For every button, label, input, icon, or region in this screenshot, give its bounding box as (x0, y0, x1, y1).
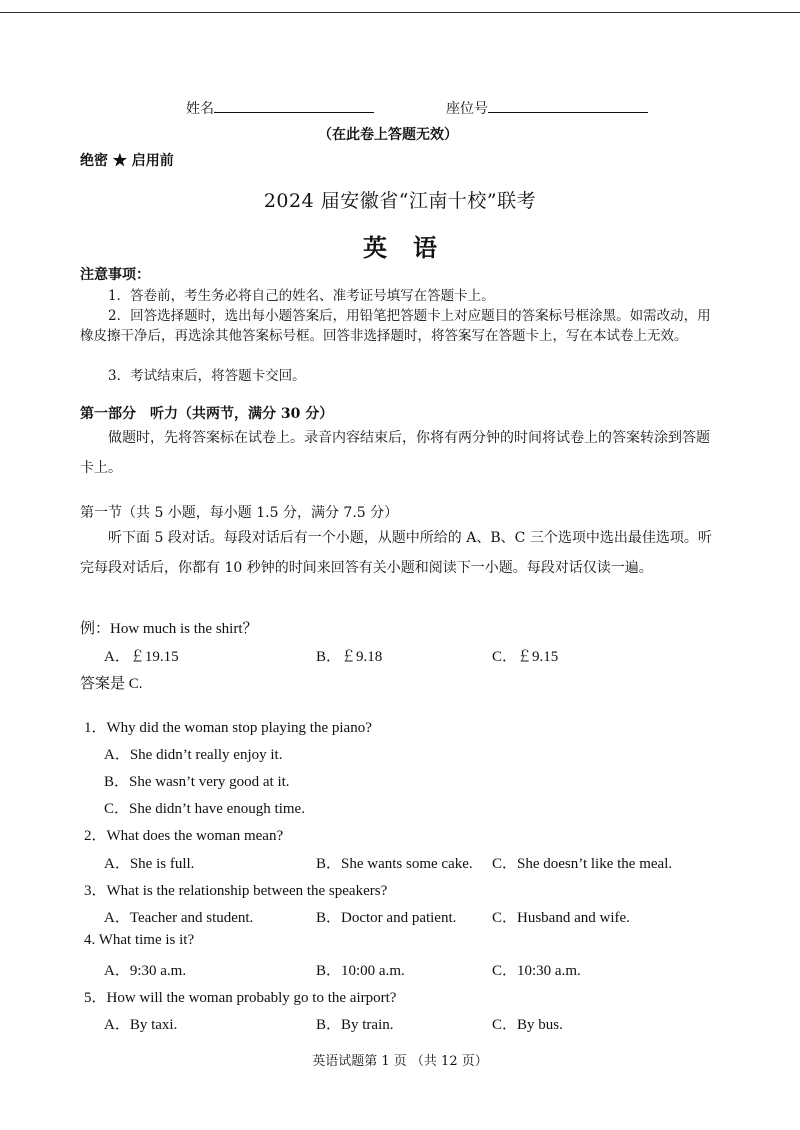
example-option-c: C．￡9.15 (492, 649, 559, 665)
part1-heading: 第一部分 听力（共两节，满分 30 分） (80, 406, 334, 422)
question-1-option-b[interactable]: B．She wasn’t very good at it. (104, 774, 290, 790)
page-footer: 英语试题第 1 页 （共 12 页） (312, 1054, 488, 1069)
instruction-item-2: 2．回答选择题时，选出每小题答案后，用铅笔把答题卡上对应题目的答案标号框涂黑。如需改动，用橡皮擦干净后，再选涂其他答案标号框。回答非选择题时，将答案写在答题卡上，写在本试卷上无效。 (80, 308, 711, 344)
subject-title: 英语 (363, 233, 463, 262)
example-answer: 答案是 C. (80, 676, 143, 692)
instructions-heading: 注意事项： (80, 267, 150, 283)
example-question: 例：How much is the shirt？ (80, 621, 258, 637)
invalid-notice: （在此卷上答题无效） (318, 127, 458, 143)
part1-intro: 做题时，先将答案标在试卷上。录音内容结束后，你将有两分钟的时间将试卷上的答案转涂到答题卡上。 (80, 430, 710, 476)
question-2-option-a[interactable]: A．She is full. (104, 856, 195, 872)
name-blank[interactable] (214, 98, 374, 113)
question-2-option-b[interactable]: B．She wants some cake. (316, 856, 473, 872)
question-3-option-c[interactable]: C．Husband and wife. (492, 910, 630, 926)
section1-intro: 听下面 5 段对话。每段对话后有一个小题，从题中所给的 A、B、C 三个选项中选出最佳选项。听完每段对话后，你都有 10 秒钟的时间来回答有关小题和阅读下一小题。每段对话仅读一遍。 (80, 530, 712, 576)
instruction-item-1: 1．答卷前，考生务必将自己的姓名、准考证号填写在答题卡上。 (108, 288, 495, 304)
seat-label: 座位号 (446, 101, 488, 117)
instruction-item-3: 3．考试结束后，将答题卡交回。 (108, 368, 306, 384)
question-5-stem: 5．How will the woman probably go to the airport? (84, 990, 397, 1006)
question-4-option-a[interactable]: A．9:30 a.m. (104, 963, 187, 979)
seat-field (446, 98, 648, 118)
example-option-b: B．￡9.18 (316, 649, 383, 665)
question-4-stem: 4. What time is it? (84, 932, 195, 948)
question-5-option-b[interactable]: B．By train. (316, 1017, 394, 1033)
top-border-line (0, 12, 800, 13)
question-4-option-b[interactable]: B．10:00 a.m. (316, 963, 405, 979)
question-3-stem: 3．What is the relationship between the speakers? (84, 883, 388, 899)
question-5-option-a[interactable]: A．By taxi. (104, 1017, 178, 1033)
question-1-stem: 1．Why did the woman stop playing the piano? (84, 720, 372, 736)
secret-mark: 绝密 ★ 启用前 (80, 153, 174, 169)
name-field (186, 98, 374, 118)
example-option-a: A．￡19.15 (104, 649, 179, 665)
question-1-option-c[interactable]: C．She didn’t have enough time. (104, 801, 305, 817)
exam-title: 2024 届安徽省“江南十校”联考 (263, 190, 537, 212)
question-2-option-c[interactable]: C．She doesn’t like the meal. (492, 856, 673, 872)
question-2-stem: 2．What does the woman mean? (84, 828, 284, 844)
question-5-option-c[interactable]: C．By bus. (492, 1017, 563, 1033)
question-1-option-a[interactable]: A．She didn’t really enjoy it. (104, 747, 283, 763)
question-3-option-b[interactable]: B．Doctor and patient. (316, 910, 457, 926)
question-4-option-c[interactable]: C．10:30 a.m. (492, 963, 581, 979)
section1-heading: 第一节（共 5 小题，每小题 1.5 分，满分 7.5 分） (80, 505, 399, 521)
seat-blank[interactable] (488, 98, 648, 113)
question-3-option-a[interactable]: A．Teacher and student. (104, 910, 254, 926)
name-label: 姓名 (186, 101, 214, 117)
